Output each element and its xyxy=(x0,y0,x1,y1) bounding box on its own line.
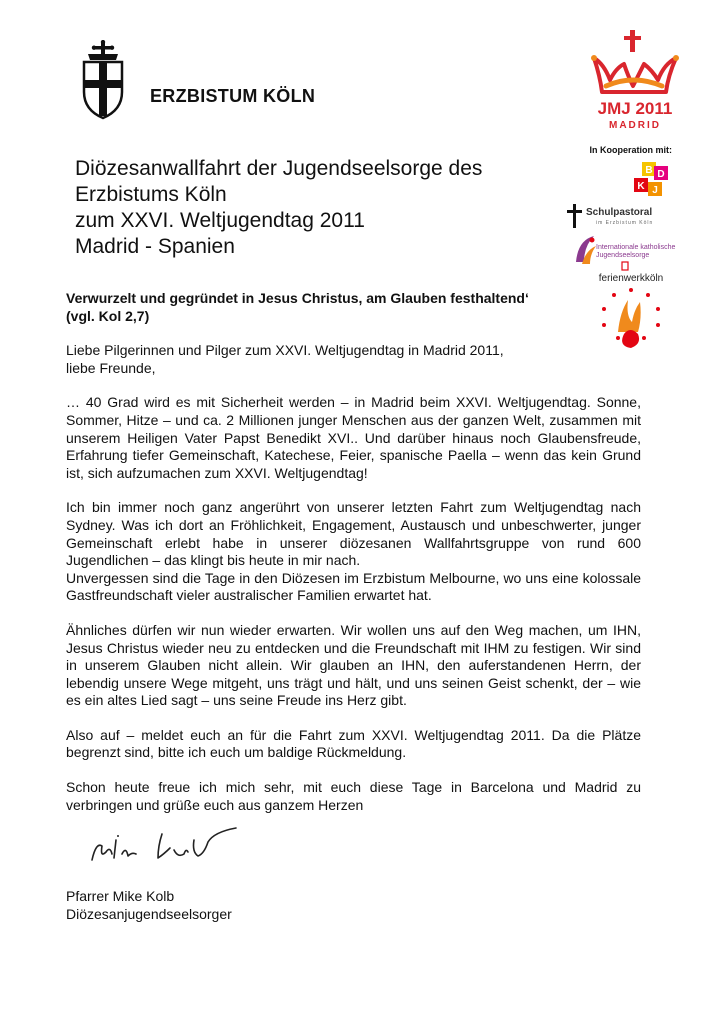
paragraph-5: Schon heute freue ich mich sehr, mit euch diese Tage in Barcelona und Madrid zu verbringen und grüße euch aus ganzem Herzen xyxy=(66,779,641,813)
schulpastoral-logo xyxy=(566,202,678,230)
signer-role: Diözesanjugendseelsorger xyxy=(66,905,232,922)
signer-name: Pfarrer Mike Kolb xyxy=(66,888,175,904)
bdkj-letter-j: J xyxy=(652,185,658,196)
bdkj-letter-k: K xyxy=(637,181,645,192)
signature-block xyxy=(66,888,232,923)
title-line-4: Madrid - Spanien xyxy=(75,235,235,258)
bdkj-logo xyxy=(630,160,670,200)
page-title xyxy=(75,156,482,260)
jmj-2011-logo xyxy=(586,28,684,132)
org-name: ERZBISTUM KÖLN xyxy=(150,86,316,106)
title-line-3: zum XXVI. Weltjugendtag 2011 xyxy=(75,209,365,232)
greeting-line-2: liebe Freunde, xyxy=(66,359,156,376)
paragraph-2b: Unvergessen sind die Tage in den Diözesen im Erzbistum Melbourne, wo uns eine kolossale Gastfreundschaft vieler australischer Familien erwartet hat. xyxy=(66,569,641,604)
schulpastoral-sub: im Erzbistum Köln xyxy=(596,220,654,226)
paragraph-1: … 40 Grad wird es mit Sicherheit werden – in Madrid beim XXVI. Weltjugendtag. Sonne, Sommer, Hitze – und ca. 2 Millionen junger Menschen aus der ganzen Welt, zusammen mit unserem Heiligen Vater Papst Benedikt XVI.. Und darüber hinaus noch Glaubensfreude, Erfahrung tiefer Gemeinschaft, Katechese, Feier, spanische Paella – wenn das kein Grund ist, sich aufzumachen zum XXVI. Weltjugendtag! xyxy=(66,394,641,481)
handwritten-signature xyxy=(66,812,266,874)
erzbistum-koeln-logo xyxy=(78,40,128,120)
letter-body xyxy=(66,290,641,831)
jmj-logo-sub: MADRID xyxy=(609,120,661,131)
paragraph-3: Ähnliches dürfen wir nun wieder erwarten. Wir wollen uns auf den Weg machen, um IHN, Jesus Christus wieder neu zu entdecken und die Freundschaft mit IHM zu festigen. Wir sind in unserem Glauben nicht allein. Wir glauben an IHN, den auferstandenen Herrn, der lebendig unsere Wege mitgeht, uns trägt und hält, und uns seinen Geist schenkt, der – wie es ein altes Lied sagt – uns seine Freude ins Herz gibt. xyxy=(66,621,641,709)
ikj-line1: Internationale katholische xyxy=(596,244,676,251)
bdkj-letter-d: D xyxy=(657,169,665,180)
title-line-1: Diözesanwallfahrt der Jugendseelsorge des xyxy=(75,157,483,180)
ferienwerk-text: ferienwerkköln xyxy=(598,273,664,284)
motto xyxy=(66,290,641,325)
paragraph-4: Also auf – meldet euch an für die Fahrt zum XXVI. Weltjugendtag 2011. Da die Plätze begrenzt sind, bitte ich euch um baldige Rückmeldung. xyxy=(66,726,641,761)
greeting xyxy=(66,342,641,377)
greeting-line-1: Liebe Pilgerinnen und Pilger zum XXVI. Weltjugendtag in Madrid 2011, xyxy=(66,342,504,359)
ikj-line2: Jugendseelsorge xyxy=(596,252,650,259)
title-line-2: Erzbistums Köln xyxy=(75,183,227,206)
bdkj-letter-b: B xyxy=(645,165,653,176)
ikj-logo xyxy=(572,232,676,272)
jmj-logo-text: JMJ 2011 xyxy=(597,99,673,118)
motto-line-2: (vgl. Kol 2,7) xyxy=(66,307,150,324)
schulpastoral-text: Schulpastoral xyxy=(586,207,653,218)
motto-line-1: Verwurzelt und gegründet in Jesus Christus, am Glauben festhaltend‘ xyxy=(66,290,529,306)
cooperation-label: In Kooperation mit: xyxy=(589,145,672,155)
paragraph-2a: Ich bin immer noch ganz angerührt von unserer letzten Fahrt zum Weltjugendtag nach Sydney. Was ich dort an Fröhlichkeit, Engagement, Austausch und unbeschwerter, junger Gemeinschaft erlebt habe in unserer diözesanen Wallfahrtsgruppe von rund 600 Jugendlichen – das klingt bis heute in mir nach. xyxy=(66,499,641,569)
